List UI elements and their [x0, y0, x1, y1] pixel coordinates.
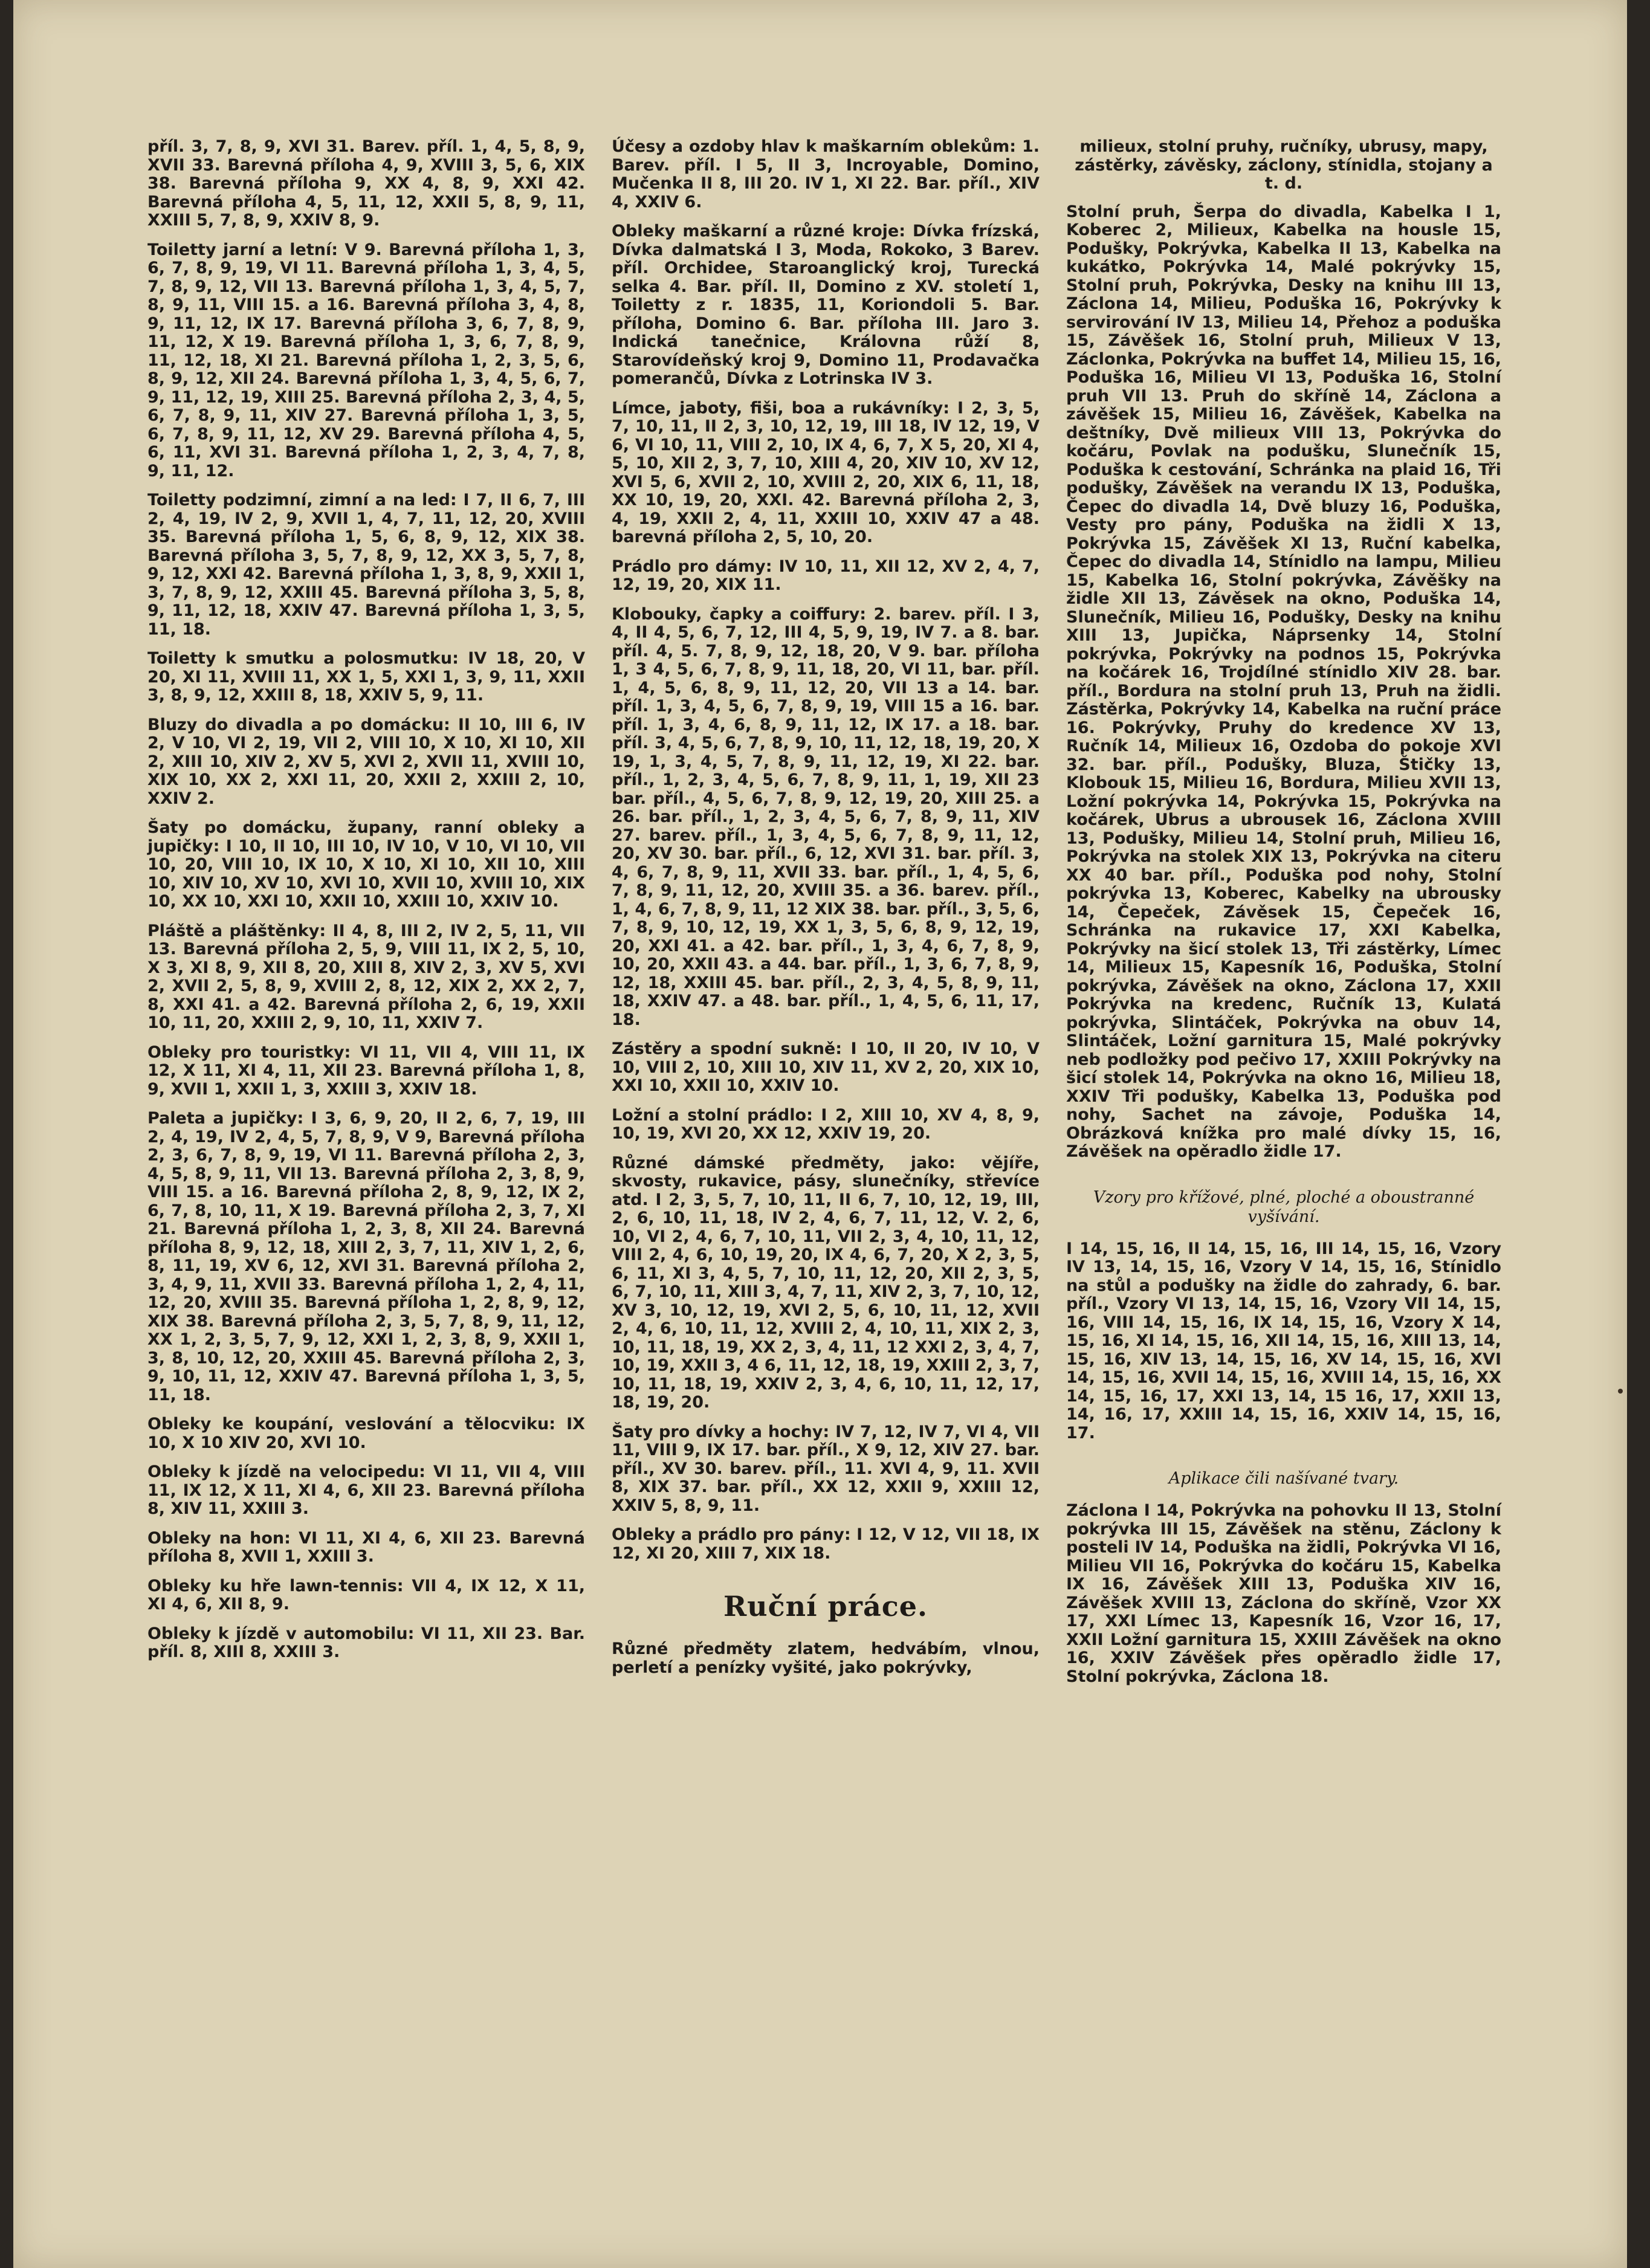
column-middle — [612, 138, 1040, 1684]
index-entry: Toiletty k smutku a polosmutku: IV 18, 20, V 20, XI 11, XVIII 11, XX 1, 5, XXI 1, 3, 9, 11, XXII 3, 8, 9, 12, XXIII 8, 18, XXIV 5, 9, 11. — [147, 649, 585, 705]
index-entry: Obleky pro touristky: VI 11, VII 4, VIII 11, IX 12, X 11, XI 4, 11, XII 23. Barevná příloha 1, 8, 9, XVII 1, XXII 1, 3, XXIII 3, XXIV 18. — [147, 1042, 585, 1099]
rucni-prace-list: Stolní pruh, Šerpa do divadla, Kabelka I 1, Koberec 2, Milieux, Kabelka na housle 15, Podušky, Pokrývka, Kabelka II 13, Kabelka na kukátko, Pokrývka 14, Malé pokrývky 15, Stolní pruh, Pokrývka, Desky na knihu III 13, Záclona 14, Milieu, Poduška 16, Pokrývky k servirování IV 13, Milieu 14, Přehoz a poduška 15, Závěšek 16, Stolní pruh, Milieux V 13, Záclonka, Pokrývka na buffet 14, Milieu 15, 16, Poduška 16, Milieu VI 13, Poduška 16, Stolní pruh VII 13. Pruh do skříně 14, Záclona a závěšek 15, Milieu 16, Závěšek, Kabelka na deštníky, Dvě milieux VIII 13, Pokrývka do kočáru, Povlak na podušku, Slunečník 15, Poduška k cestování, Schránka na plaid 16, Tři podušky, Závěšek na verandu IX 13, Poduška, Čepec do divadla 14, Dvě bluzy 16, Poduška, Vesty pro pány, Poduška na židli X 13, Pokrývka 15, Závěšek XI 13, Ruční kabelka, Čepec do divadla 14, Stínidlo na lampu, Milieu 15, Kabelka 16, Stolní pokrývka, Závěšky na židle XII 13, Závěsek na okno, Poduška 14, Slunečník, Milieu 16, Podušky, Desky na knihu XIII 13, Jupička, Náprsenky 14, Stolní pokrývka, Pokrývky na podnos 15, Pokrývka na kočárek 16, Trojdílné stínidlo XIV 28. bar. příl., Bordura na stolní pruh 13, Pruh na židli. Zástěrka, Pokrývky 14, Kabelka na ruční práce 16. Pokrývky, Pruhy do kredence XV 13, Ručník 14, Milieux 16, Ozdoba do pokoje XVI 32. bar. příl., Podušky, Bluza, Štičky 13, Klobouk 15, Milieu 16, Bordura, Milieu XVII 13, Ložní pokrývka 14, Pokrývka 15, Pokrývka na kočárek, Ubrus a ubrousek 16, Záclona XVIII 13, Podušky, Milieu 14, Stolní pruh, Milieu 16, Pokrývka na stolek XIX 13, Pokrývka na citeru XX 40 bar. příl., Poduška pod nohy, Stolní pokrývka 13, Koberec, Kabelky na ubrousky 14, Čepeček, Závěsek 15, Čepeček 16, Schránka na rukavice 17, XXI Kabelka, Pokrývky na šicí stolek 13, Tři zástěrky, Límec 14, Milieux 15, Kapesník 16, Poduška, Stolní pokrývka, Závěšek na okno, Záclona 17, XXII Pokrývka na kredenc, Ručník 13, Kulatá pokrývka, Slintáček, Pokrývka na obuv 14, Slintáček, Ložní garnitura 15, Malé pokrývky neb podložky pod pečivo 17, XXIII Pokrývky na šicí stolek 14, Pokrývka na okno 16, Milieu 18, XXIV Tři podušky, Kabelka 13, Poduška pod nohy, Sachet na závoje, Poduška 14, Obrázková knížka pro malé dívky 15, 16, Závěšek na opěradlo židle 17. — [1066, 202, 1501, 1161]
index-entry: Účesy a ozdoby hlav k maškarním oblekům: 1. Barev. příl. I 5, II 3, Incroyable, Domino, Mučenka II 8, III 20. IV 1, XI 22. Bar. příl., XIV 4, XXIV 6. — [612, 137, 1040, 212]
index-entry: Toiletty jarní a letní: V 9. Barevná příloha 1, 3, 6, 7, 8, 9, 19, VI 11. Barevná příloha 1, 3, 4, 5, 7, 8, 9, 12, VII 13. Barevná příloha 1, 3, 4, 5, 7, 8, 9, 11, VIII 15. a 16. Barevná příloha 3, 4, 8, 9, 11, 12, IX 17. Barevná příloha 3, 6, 7, 8, 9, 11, 12, X 19. Barevná příloha 1, 3, 6, 7, 8, 9, 11, 12, 18, XI 21. Barevná příloha 1, 2, 3, 5, 6, 8, 9, 12, XII 24. Barevná příloha 1, 3, 4, 5, 6, 7, 9, 11, 12, 19, XIII 25. Barevná příloha 2, 3, 4, 5, 6, 7, 8, 9, 11, XIV 27. Barevná příloha 1, 3, 5, 6, 7, 8, 9, 11, 12, XV 29. Barevná příloha 4, 5, 6, 11, XVI 31. Barevná příloha 1, 2, 3, 4, 7, 8, 9, 11, 12. — [147, 240, 585, 480]
column-left — [147, 138, 585, 1673]
index-entry: Ložní a stolní prádlo: I 2, XIII 10, XV 4, 8, 9, 10, 19, XVI 20, XX 12, XXIV 19, 20. — [612, 1105, 1040, 1143]
index-entry: Obleky a prádlo pro pány: I 12, V 12, VII 18, IX 12, XI 20, XIII 7, XIX 18. — [612, 1525, 1040, 1563]
index-entry: Límce, jaboty, fiši, boa a rukávníky: I 2, 3, 5, 7, 10, 11, II 2, 3, 10, 12, 19, III 18, IV 12, 19, V 6, VI 10, 11, VIII 2, 10, IX 4, 6, 7, X 5, 20, XI 4, 5, 10, XII 2, 3, 7, 10, XIII 4, 20, XIV 10, XV 12, XVI 5, 6, XVII 2, 10, XVIII 2, 20, XIX 6, 11, 18, XX 10, 19, 20, XXI. 42. Barevná příloha 2, 3, 4, 19, XXII 2, 4, 11, XXIII 10, XXIV 47 a 48. barevná příloha 2, 5, 10, 20. — [612, 398, 1040, 546]
aplikace-list: Záclona I 14, Pokrývka na pohovku II 13, Stolní pokrývka III 15, Závěšek na stěnu, Záclony k posteli IV 14, Poduška na židli, Pokrývka VI 16, Milieu VII 16, Pokrývka do kočáru 15, Kabelka IX 16, Závěšek XIII 13, Poduška XIV 16, Závěšek XVIII 13, Záclona do skříně, Vzor XX 17, XXI Límec 13, Kapesník 16, Vzor 16, 17, XXII Ložní garnitura 15, XXIII Závěšek na okno 16, XXIV Závěšek přes opěradlo židle 17, Stolní pokrývka, Záclona 18. — [1066, 1501, 1501, 1686]
index-entry: Zástěry a spodní sukně: I 10, II 20, IV 10, V 10, VIII 2, 10, XIII 10, XIV 11, XV 2, 20, XIX 10, XXI 10, XXII 10, XXIV 10. — [612, 1039, 1040, 1095]
index-entry: Různé dámské předměty, jako: vějíře, skvosty, rukavice, pásy, slunečníky, střevíce atd. I 2, 3, 5, 7, 10, 11, II 6, 7, 10, 12, 19, III, 2, 6, 10, 11, 18, IV 2, 4, 6, 7, 11, 12, V. 2, 6, 10, VI 2, 4, 6, 7, 10, 11, VII 2, 3, 4, 10, 11, 12, VIII 2, 4, 6, 10, 19, 20, IX 4, 6, 7, 20, X 2, 3, 5, 6, 11, XI 3, 4, 5, 7, 10, 11, 12, 20, XII 2, 3, 5, 6, 7, 10, 11, XIII 3, 4, 7, 11, XIV 2, 3, 7, 10, 12, XV 3, 10, 12, 19, XVI 2, 5, 6, 10, 11, 12, XVII 2, 4, 6, 10, 11, 12, XVIII 2, 4, 10, 11, XIX 2, 3, 10, 11, 18, 19, XX 2, 3, 4, 11, 12 XXI 2, 3, 4, 7, 10, 19, XXII 3, 4 6, 11, 12, 18, 19, XXIII 2, 3, 7, 10, 11, 18, 19, XXIV 2, 3, 4, 6, 10, 11, 12, 17, 18, 19, 20. — [612, 1153, 1040, 1412]
index-entry: Obleky na hon: VI 11, XI 4, 6, XII 23. Barevná příloha 8, XVII 1, XXIII 3. — [147, 1528, 585, 1566]
index-entry: Obleky maškarní a různé kroje: Dívka frízská, Dívka dalmatská I 3, Moda, Rokoko, 3 Barev. příl. Orchidee, Staroanglický kroj, Turecká selka 4. Bar. příl. II, Domino z XV. století 1, Toiletty z r. 1835, 11, Koriondoli 5. Bar. příloha, Domino 6. Bar. příloha III. Jaro 3. Indická tanečnice, Královna růží 8, Starovídeňský kroj 9, Domino 11, Prodavačka pomerančů, Dívka z Lotrinska IV 3. — [612, 222, 1040, 388]
rucni-prace-intro-continued: milieux, stolní pruhy, ručníky, ubrusy, mapy, zástěrky, závěsky, záclony, stínidla, stojany a t. d. — [1075, 137, 1493, 193]
rucni-prace-intro: Různé předměty zlatem, hedvábím, vlnou, perletí a penízky vyšité, jako pokrývky, — [612, 1640, 1040, 1677]
index-entry: Obleky ke koupání, veslování a tělocviku: IX 10, X 10 XIV 20, XVI 10. — [147, 1415, 585, 1452]
vzory-list: I 14, 15, 16, II 14, 15, 16, III 14, 15, 16, Vzory IV 13, 14, 15, 16, Vzory V 14, 15, 16, Stínidlo na stůl a podušky na židle do zahrady, 6. bar. příl., Vzory VI 13, 14, 15, 16, Vzory VII 14, 15, 16, VIII 14, 15, 16, IX 14, 15, 16, Vzory X 14, 15, 16, XI 14, 15, 16, XII 14, 15, 16, XIII 13, 14, 15, 16, XIV 13, 14, 15, 16, XV 14, 15, 16, XVI 14, 15, 16, XVII 14, 15, 16, XVIII 14, 15, 16, XX 14, 15, 16, 17, XXI 13, 14, 15 16, 17, XXII 13, 14, 16, 17, XXIII 14, 15, 16, XXIV 14, 15, 16, 17. — [1066, 1239, 1501, 1443]
column-right — [1066, 138, 1501, 1693]
index-entry: Toiletty podzimní, zimní a na led: I 7, II 6, 7, III 2, 4, 19, IV 2, 9, XVII 1, 4, 7, 11, 12, 20, XVIII 35. Barevná příloha 1, 5, 6, 8, 9, 12, XIX 38. Barevná příloha 3, 5, 7, 8, 9, 12, XX 3, 5, 7, 8, 9, 12, XXI 42. Barevná příloha 1, 3, 8, 9, XXII 1, 3, 7, 8, 9, 12, XXIII 45. Barevná příloha 3, 5, 8, 9, 11, 12, 18, XXIV 47. Barevná příloha 1, 3, 5, 11, 18. — [147, 491, 585, 639]
index-entry: Šaty pro dívky a hochy: IV 7, 12, IV 7, VI 4, VII 11, VIII 9, IX 17. bar. příl., X 9, 12, XIV 27. bar. příl., XV 30. barev. příl., 11. XVI 4, 9, 11. XVII 8, XIX 37. bar. příl., XX 12, XXII 9, XXIII 12, XXIV 5, 8, 9, 11. — [612, 1422, 1040, 1515]
section-caption-aplikace: Aplikace čili našívané tvary. — [1168, 1469, 1399, 1488]
index-entry: Obleky k jízdě v automobilu: VI 11, XII 23. Bar. příl. 8, XIII 8, XXIII 3. — [147, 1624, 585, 1661]
index-entry: Pláště a pláštěnky: II 4, 8, III 2, IV 2, 5, 11, VII 13. Barevná příloha 2, 5, 9, VIII 11, IX 2, 5, 10, X 3, XI 8, 9, XII 8, 20, XIII 8, XIV 2, 3, XV 5, XVI 2, XVII 2, 5, 8, 9, XVIII 2, 8, 12, XIX 2, XX 2, 7, 8, XXI 41. a 42. Barevná příloha 2, 6, 19, XXII 10, 11, 20, XXIII 2, 9, 10, 11, XXIV 7. — [147, 921, 585, 1032]
section-heading-rucni-prace: Ruční práce. — [723, 1590, 928, 1623]
index-entry: Bluzy do divadla a po domácku: II 10, III 6, IV 2, V 10, VI 2, 19, VII 2, VIII 10, X 10, XI 10, XII 2, XIII 10, XIV 2, XV 5, XVI 2, XVII 11, XVIII 10, XIX 10, XX 2, XXI 11, 20, XXII 2, XXIII 2, 10, XXIV 2. — [147, 715, 585, 808]
page — [13, 0, 1627, 2268]
index-entry: Prádlo pro dámy: IV 10, 11, XII 12, XV 2, 4, 7, 12, 19, 20, XIX 11. — [612, 557, 1040, 594]
index-entry: Obleky k jízdě na velocipedu: VI 11, VII 4, VIII 11, IX 12, X 11, XI 4, 6, XII 23. Barevná příloha 8, XIV 11, XXIII 3. — [147, 1462, 585, 1518]
section-caption-vzory: Vzory pro křížové, plné, ploché a oboustranné vyšívání. — [1093, 1187, 1475, 1226]
index-entry: Paleta a jupičky: I 3, 6, 9, 20, II 2, 6, 7, 19, III 2, 4, 19, IV 2, 4, 5, 7, 8, 9, V 9, Barevná příloha 2, 3, 6, 7, 8, 9, 19, VI 11. Barevná příloha 2, 3, 4, 5, 8, 9, 11, VII 13. Barevná příloha 2, 3, 8, 9, VIII 15. a 16. Barevná příloha 2, 8, 9, 12, IX 2, 6, 7, 8, 10, 11, X 19. Barevná příloha 2, 3, 7, XI 21. Barevná příloha 1, 2, 3, 8, XII 24. Barevná příloha 8, 9, 12, 18, XIII 2, 3, 7, 11, XIV 1, 2, 6, 8, 11, 19, XV 6, 12, XVI 31. Barevná příloha 2, 3, 4, 9, 11, XVII 33. Barevná příloha 1, 2, 4, 11, 12, 20, XVIII 35. Barevná příloha 1, 2, 8, 9, 12, XIX 38. Barevná příloha 2, 3, 5, 7, 8, 9, 11, 12, XX 1, 2, 3, 5, 7, 9, 12, XXI 1, 2, 3, 8, 9, XXII 1, 3, 8, 10, 12, 20, XXIII 45. Barevná příloha 2, 3, 9, 10, 11, 12, XXIV 47. Barevná příloha 1, 3, 5, 11, 18. — [147, 1109, 585, 1404]
index-entry: Klobouky, čapky a coiffury: 2. barev. příl. I 3, 4, II 4, 5, 6, 7, 12, III 4, 5, 9, 19, IV 7. a 8. bar. příl. 4, 5. 7, 8, 9, 12, 18, 20, V 9. bar. příloha 1, 3 4, 5, 6, 7, 8, 9, 11, 18, 20, VI 11, bar. příl. 1, 4, 5, 6, 8, 9, 11, 12, 20, VII 13 a 14. bar. příl. 1, 3, 4, 5, 6, 7, 8, 9, 19, VIII 15 a 16. bar. příl. 1, 3, 4, 6, 8, 9, 11, 12, IX 17. a 18. bar. příl. 3, 4, 5, 6, 7, 8, 9, 10, 11, 12, 18, 19, 20, X 19, 1, 3, 4, 5, 7, 8, 9, 11, 12, 19, XI 22. bar. příl., 1, 2, 3, 4, 5, 6, 7, 8, 9, 11, 1, 19, XII 23 bar. příl., 4, 5, 6, 7, 8, 9, 12, 19, 20, XIII 25. a 26. bar. příl., 1, 2, 3, 4, 5, 6, 7, 8, 9, 11, XIV 27. barev. příl., 1, 3, 4, 5, 6, 7, 8, 9, 11, 12, 20, XV 30. bar. příl., 6, 12, XVI 31. bar. příl. 3, 4, 6, 7, 8, 9, 11, XVII 33. bar. příl., 1, 4, 5, 6, 7, 8, 9, 11, 12, 20, XVIII 35. a 36. barev. příl., 1, 4, 6, 7, 8, 9, 11, 12 XIX 38. bar. příl., 3, 5, 6, 7, 8, 9, 10, 12, 19, XX 1, 3, 5, 6, 8, 9, 12, 19, 20, XXI 41. a 42. bar. příl., 1, 3, 4, 6, 7, 8, 9, 10, 20, XXII 43. a 44. bar. příl., 1, 3, 6, 7, 8, 9, 12, 18, XXIII 45. bar. příl., 2, 3, 4, 5, 8, 9, 11, 18, XXIV 47. a 48. bar. příl., 1, 4, 5, 6, 11, 17, 18. — [612, 604, 1040, 1029]
index-entry: příl. 3, 7, 8, 9, XVI 31. Barev. příl. 1, 4, 5, 8, 9, XVII 33. Barevná příloha 4, 9, XVIII 3, 5, 6, XIX 38. Barevná příloha 9, XX 4, 8, 9, XXI 42. Barevná příloha 4, 5, 11, 12, XXII 5, 8, 9, 11, XXIII 5, 7, 8, 9, XXIV 8, 9. — [147, 137, 585, 230]
index-entry: Obleky ku hře lawn-tennis: VII 4, IX 12, X 11, XI 4, 6, XII 8, 9. — [147, 1576, 585, 1614]
index-entry: Šaty po domácku, župany, ranní obleky a jupičky: I 10, II 10, III 10, IV 10, V 10, VI 10, VII 10, 20, VIII 10, IX 10, X 10, XI 10, XII 10, XIII 10, XIV 10, XV 10, XVI 10, XVII 10, XVIII 10, XIX 10, XX 10, XXI 10, XXII 10, XXIII 10, XXIV 10. — [147, 818, 585, 911]
margin-mark — [1618, 1389, 1623, 1394]
